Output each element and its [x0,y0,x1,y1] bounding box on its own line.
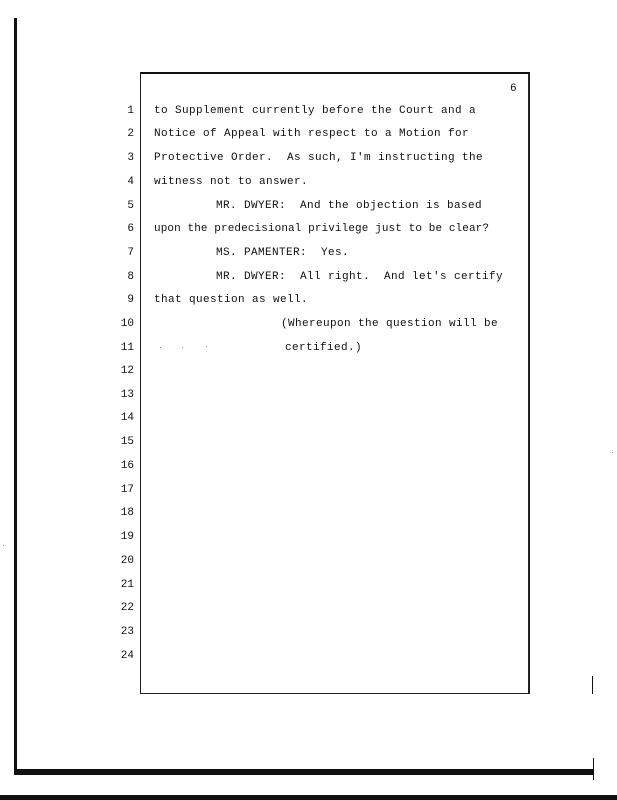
scan-speck [612,452,613,453]
line-number: 9 [127,294,134,306]
line-number: 20 [120,555,134,567]
scan-right-mark [592,676,593,694]
line-number: 7 [127,247,134,259]
scan-speck [160,347,161,348]
line-number: 2 [127,128,134,140]
page-number: 6 [510,83,517,95]
line-number: 12 [120,365,134,377]
line-number: 23 [120,626,134,638]
transcript-line: (Whereupon the question will be [281,318,499,330]
line-number: 14 [120,412,134,424]
transcript-line: MR. DWYER: And the objection is based [216,200,483,212]
line-number: 15 [120,436,134,448]
line-number: 5 [127,200,134,212]
line-number: 17 [120,484,134,496]
transcript-line: Protective Order. As such, I'm instructing the [154,152,484,164]
line-number: 18 [120,507,134,519]
transcript-page-frame [140,72,530,694]
transcript-line: upon the predecisional privilege just to be clear? [154,223,490,235]
scan-speck [182,347,183,348]
scan-speck [3,545,4,546]
scan-bottom-edge [0,795,617,800]
transcript-line: witness not to answer. [154,176,309,188]
transcript-line: to Supplement currently before the Court and a [154,105,477,117]
scan-right-mark [593,758,594,780]
line-number: 1 [127,105,134,117]
line-number: 6 [127,223,134,235]
transcript-line: that question as well. [154,294,309,306]
line-number: 22 [120,602,134,614]
transcript-line: MR. DWYER: All right. And let's certify [216,271,504,283]
line-number: 4 [127,176,134,188]
scan-speck [206,346,207,347]
transcript-line: certified.) [285,342,363,354]
line-number: 24 [120,650,134,662]
line-number: 19 [120,531,134,543]
line-number: 10 [120,318,134,330]
transcript-line: Notice of Appeal with respect to a Motion for [154,128,470,140]
line-number: 11 [120,342,134,354]
scan-bottom-bar [14,769,594,775]
line-number: 13 [120,389,134,401]
line-number: 16 [120,460,134,472]
line-number: 8 [127,271,134,283]
transcript-line: MS. PAMENTER: Yes. [216,247,350,259]
line-number: 3 [127,152,134,164]
line-number: 21 [120,579,134,591]
scan-left-edge [14,18,17,773]
